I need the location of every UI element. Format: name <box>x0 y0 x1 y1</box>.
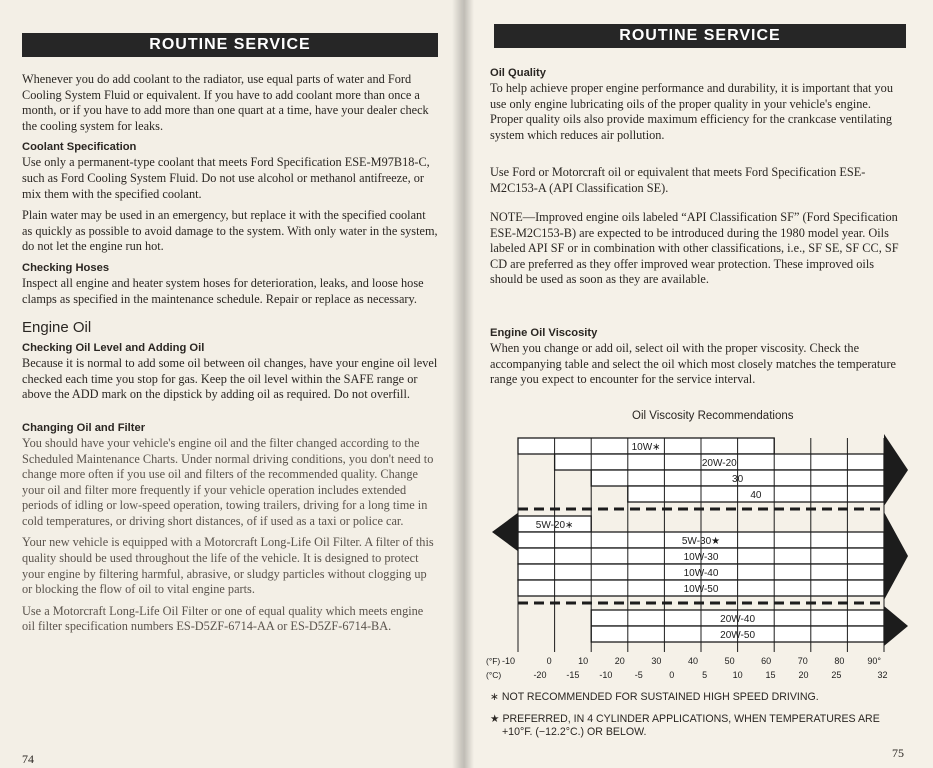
celsius-tick-label: -20 <box>533 670 547 680</box>
fahrenheit-tick-label: 20 <box>614 656 625 666</box>
oil-quality-section <box>490 66 906 143</box>
celsius-tick-label: 5 <box>702 670 708 680</box>
changing-oil-heading: Changing Oil and Filter <box>22 421 146 434</box>
viscosity-bar-label: 20W-20 <box>701 458 737 469</box>
celsius-tick-label: 0 <box>669 670 675 680</box>
right-banner: ROUTINE SERVICE <box>494 24 906 48</box>
fahrenheit-tick-label: 30 <box>651 656 662 666</box>
oil-viscosity-chart <box>484 432 914 690</box>
arrow-left-icon <box>492 513 518 551</box>
left-column <box>22 72 438 635</box>
viscosity-section <box>490 326 908 388</box>
checking-oil-heading: Checking Oil Level and Adding Oil <box>22 342 205 355</box>
viscosity-bar-label: 10W∗ <box>631 442 661 453</box>
plain-water-text: Plain water may be used in an emergency, but replace it with the specified coolant as quickly as possible to avoid damage to the system. With only water in the system, do not let the engine run hot. <box>22 208 438 254</box>
book-gutter-shadow <box>452 0 474 768</box>
arrow-right-icon <box>884 512 908 600</box>
viscosity-bar-label: 5W-20∗ <box>535 520 574 531</box>
viscosity-bar-label: 30 <box>732 474 744 485</box>
fahrenheit-tick-label: 50 <box>724 656 735 666</box>
checking-hoses-heading: Checking Hoses <box>22 261 110 274</box>
fahrenheit-tick-label: 90° <box>867 656 881 666</box>
oil-quality-heading: Oil Quality <box>490 67 546 79</box>
checking-oil-text: Because it is normal to add some oil between oil changes, have your engine oil level checked each time you stop for gas. Keep the oil level within the SAFE range or above the ADD mark on the dipstick by adding oil as required. Do not overfill. <box>22 356 438 402</box>
fahrenheit-tick-label: 60 <box>761 656 772 666</box>
left-banner: ROUTINE SERVICE <box>22 33 438 57</box>
fahrenheit-tick-label: -10 <box>501 656 515 666</box>
chart-title: Oil Viscosity Recommendations <box>632 410 794 422</box>
fahrenheit-tick-label: 40 <box>687 656 698 666</box>
celsius-tick-label: -5 <box>634 670 643 680</box>
left-page <box>0 0 462 768</box>
viscosity-bar-label: 10W-40 <box>683 568 719 579</box>
axis-unit-fahrenheit: (°F) <box>486 656 501 666</box>
fahrenheit-tick-label: 0 <box>546 656 552 666</box>
viscosity-bar-label: 10W-50 <box>683 584 719 595</box>
footnote-preferred-1: ★ PREFERRED, IN 4 CYLINDER APPLICATIONS, WHEN TEMPERATURES ARE <box>490 713 880 725</box>
arrow-right-icon <box>884 434 908 506</box>
celsius-tick-label: -10 <box>599 670 613 680</box>
arrow-right-icon <box>884 606 908 646</box>
coolant-spec-heading: Coolant Specification <box>22 141 137 154</box>
celsius-tick-label: 10 <box>732 670 743 680</box>
changing-oil-text-2: Your new vehicle is equipped with a Motorcraft Long-Life Oil Filter. A filter of this quality should be used throughout the life of the vehicle. It is designed to protect your engine by filtering harmful, abrasive, or sludgy particles without clogging up or blocking the flow of oil to vital engine parts. <box>22 535 434 597</box>
note-section <box>490 210 906 288</box>
viscosity-bar-label: 10W-30 <box>683 552 719 563</box>
coolant-spec-text: Use only a permanent-type coolant that meets Ford Specification ESE-M97B18-C, such as Ford Cooling System Fluid. Do not use alcohol or methanol antifreeze, or mix them with the specified coolant. <box>22 155 430 201</box>
fahrenheit-tick-label: 10 <box>578 656 589 666</box>
viscosity-bar-label: 5W-30★ <box>681 536 721 547</box>
viscosity-bar-label: 20W-50 <box>720 630 756 641</box>
celsius-tick-label: -15 <box>566 670 580 680</box>
oil-quality-text: To help achieve proper engine performance and durability, it is important that you use only engine lubricating oils of the proper quality in your vehicle's engine. Proper quality oils also provide maximum efficiency for the crankcase ventilating system which reduces air pollution. <box>490 81 893 142</box>
fahrenheit-tick-label: 70 <box>797 656 808 666</box>
left-page-number: 74 <box>22 752 34 766</box>
checking-hoses-text: Inspect all engine and heater system hoses for deterioration, leaks, and loose hose clamps as specified in the maintenance schedule. Repair or replace as necessary. <box>22 275 424 306</box>
use-ford-text: Use Ford or Motorcraft oil or equivalent that meets Ford Specification ESE-M2C153-A (API Classification SE). <box>490 165 866 195</box>
axis-unit-celsius: (°C) <box>486 670 502 680</box>
footnote-preferred-2: +10°F. (−12.2°C.) OR BELOW. <box>502 726 647 738</box>
viscosity-heading: Engine Oil Viscosity <box>490 327 598 339</box>
coolant-intro: Whenever you do add coolant to the radiator, use equal parts of water and Ford Cooling System Fluid or equivalent. If you have to add coolant more than once a month, or if you have to add more than one quart at a time, have your dealer check the cooling system for leaks. <box>22 72 429 133</box>
changing-oil-text-1: You should have your vehicle's engine oil and the filter changed according to the Scheduled Maintenance Charts. Under normal driving conditions, you don't need to change more often if you use oil and filters of the recommended quality. Change your oil and filter more frequently if your vehicle operation includes extended periods of idling or low-speed operation, towing trailers, driving for a long time in cold temperatures, or driving short distances, of if used as a taxi or police car. <box>22 435 434 528</box>
fahrenheit-tick-label: 80 <box>834 656 845 666</box>
viscosity-bar-label: 40 <box>750 490 762 501</box>
right-page-number: 75 <box>892 746 904 760</box>
celsius-tick-label: 20 <box>798 670 809 680</box>
engine-oil-heading: Engine Oil <box>22 319 92 337</box>
footnote-not-recommended: ∗ NOT RECOMMENDED FOR SUSTAINED HIGH SPEED DRIVING. <box>490 691 819 703</box>
viscosity-text: When you change or add oil, select oil with the proper viscosity. Check the accompanying table and select the oil which most closely matches the temperature range you expect to encounter for the service interval. <box>490 341 896 387</box>
celsius-tick-label: 15 <box>765 670 776 680</box>
use-ford-section <box>490 165 906 196</box>
celsius-tick-label: 25 <box>831 670 842 680</box>
note-text: NOTE—Improved engine oils labeled “API Classification SF” (Ford Specification ESE-M2C153-B) are expected to be introduced during the 1980 model year. Oils labeled API SF or in combination with other classifications, i.e., SF SE, SF CC, SF CD are preferred as they offer improved wear protection. These improved oils should be used as soon as they are available. <box>490 210 899 287</box>
viscosity-bar-label: 20W-40 <box>720 614 756 625</box>
celsius-tick-label: 32 <box>877 670 888 680</box>
changing-oil-text-3: Use a Motorcraft Long-Life Oil Filter or one of equal quality which meets engine oil filter specification numbers ES-D5ZF-6714-AA or ES-D5ZF-6714-BA. <box>22 603 424 634</box>
